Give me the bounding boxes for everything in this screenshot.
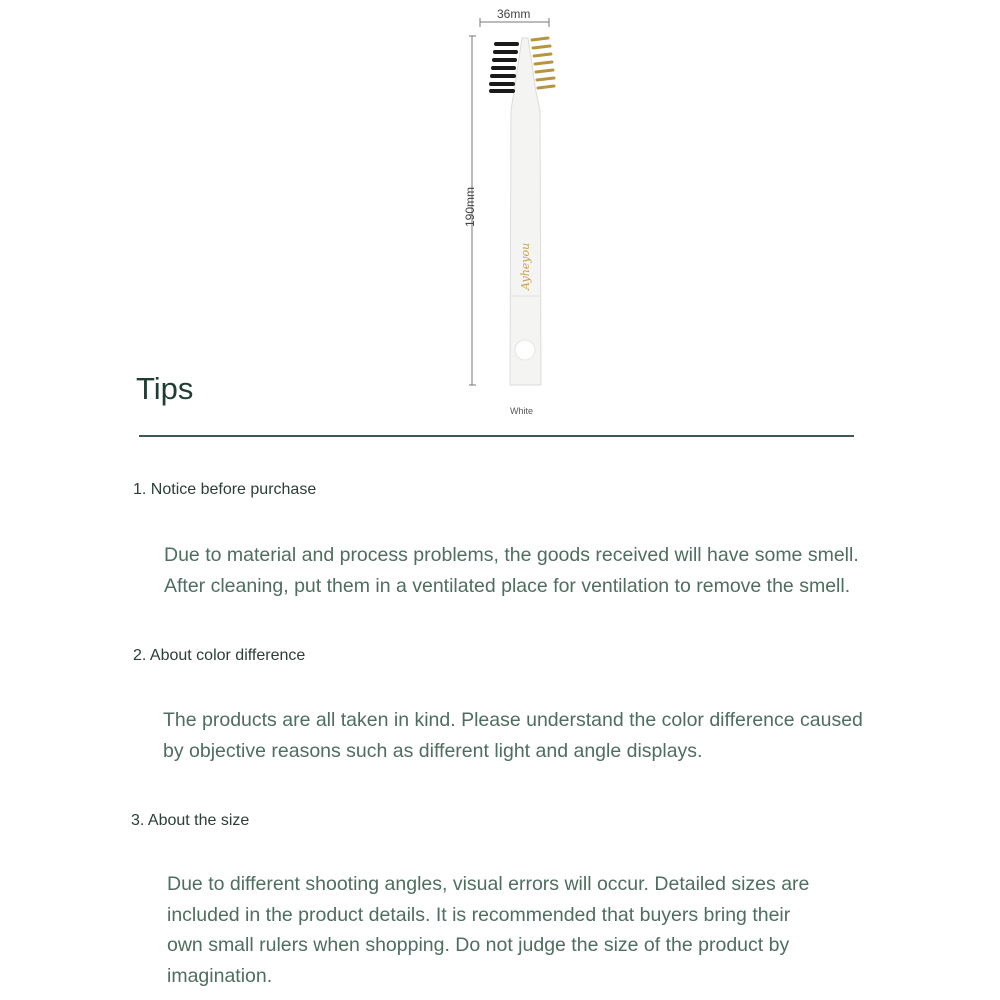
brass-bristles <box>532 38 554 88</box>
height-dimension-label: 190mm <box>463 186 478 228</box>
tips-title: Tips <box>136 371 194 406</box>
width-dimension-label: 36mm <box>497 7 531 21</box>
tip-body-size: Due to different shooting angles, visual errors will occur. Detailed sizes are included in the product details. It is recommended that buyers bring their own small rulers when shopping. Do not judge the size of the product by imagination. <box>167 873 810 987</box>
tip-body-color: The products are all taken in kind. Please understand the color difference caused by objective reasons such as different light and angle displays. <box>163 709 863 762</box>
tip-heading-color: 2. About color difference <box>133 647 306 664</box>
variant-label: White <box>510 406 534 416</box>
tip-body-notice: Due to material and process problems, the goods received will have some smell. After cleaning, put them in a ventilated place for ventilation to remove the smell. <box>164 544 859 597</box>
tips-divider <box>139 435 854 437</box>
black-bristles <box>491 44 517 91</box>
tip-heading-notice: 1. Notice before purchase <box>133 481 317 498</box>
tip-heading-size: 3. About the size <box>131 812 250 829</box>
brand-mark: Ayheyou <box>519 242 532 290</box>
